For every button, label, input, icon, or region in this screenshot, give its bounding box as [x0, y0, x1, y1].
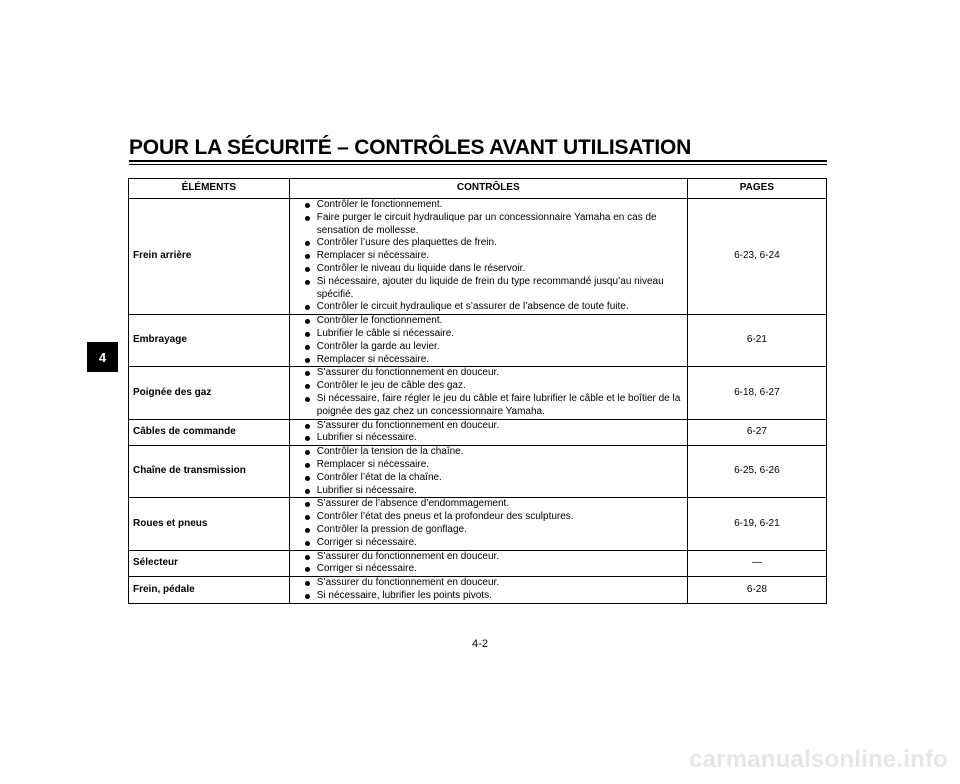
- table-row: [129, 199, 827, 315]
- check-item: Corriger si nécessaire.: [300, 563, 683, 576]
- check-list: [300, 315, 683, 366]
- page-reference: 6-21: [687, 315, 826, 367]
- check-item: Contrôler l’état des pneus et la profondeur des sculptures.: [300, 511, 683, 524]
- check-item: Si nécessaire, ajouter du liquide de frein du type recommandé jusqu’au niveau spécifié.: [300, 276, 683, 302]
- header-checks: CONTRÔLES: [289, 179, 687, 199]
- element-name: Chaîne de transmission: [129, 446, 290, 498]
- check-item: Corriger si nécessaire.: [300, 537, 683, 550]
- table-row: [129, 367, 827, 419]
- page-reference: 6-25, 6-26: [687, 446, 826, 498]
- page-number: 4-2: [472, 638, 488, 650]
- check-item: Contrôler la pression de gonflage.: [300, 524, 683, 537]
- check-item: Contrôler la garde au levier.: [300, 341, 683, 354]
- check-item: Faire purger le circuit hydraulique par un concessionnaire Yamaha en cas de sensation de mollesse.: [300, 212, 683, 238]
- element-name: Embrayage: [129, 315, 290, 367]
- check-list: [300, 551, 683, 577]
- check-item: Contrôler le fonctionnement.: [300, 315, 683, 328]
- table-row: [129, 315, 827, 367]
- check-item: Lubrifier si nécessaire.: [300, 485, 683, 498]
- check-item: Si nécessaire, faire régler le jeu du câble et faire lubrifier le câble et le boîtier de la poignée des gaz chez un concessionnaire Yamaha.: [300, 393, 683, 419]
- inspection-table: [128, 178, 827, 604]
- check-item: Remplacer si nécessaire.: [300, 250, 683, 263]
- page-reference: 6-18, 6-27: [687, 367, 826, 419]
- check-item: Contrôler l’usure des plaquettes de frein.: [300, 237, 683, 250]
- check-item: S’assurer du fonctionnement en douceur.: [300, 577, 683, 590]
- check-item: S’assurer du fonctionnement en douceur.: [300, 367, 683, 380]
- check-item: Remplacer si nécessaire.: [300, 459, 683, 472]
- element-name: Sélecteur: [129, 550, 290, 577]
- check-list-cell: [289, 498, 687, 550]
- element-name: Frein, pédale: [129, 577, 290, 604]
- check-item: S’assurer du fonctionnement en douceur.: [300, 420, 683, 433]
- check-list-cell: [289, 446, 687, 498]
- check-list-cell: [289, 550, 687, 577]
- check-list-cell: [289, 315, 687, 367]
- header-elements: ÉLÉMENTS: [129, 179, 290, 199]
- table-row: [129, 446, 827, 498]
- page-reference: 6-19, 6-21: [687, 498, 826, 550]
- title-rule-thin: [129, 164, 827, 165]
- check-item: Si nécessaire, lubrifier les points pivots.: [300, 590, 683, 603]
- check-list: [300, 367, 683, 418]
- header-pages: PAGES: [687, 179, 826, 199]
- page-reference: 6-23, 6-24: [687, 199, 826, 315]
- element-name: Frein arrière: [129, 199, 290, 315]
- check-item: Lubrifier le câble si nécessaire.: [300, 328, 683, 341]
- check-item: S’assurer de l’absence d’endommagement.: [300, 498, 683, 511]
- check-item: Contrôler le fonctionnement.: [300, 199, 683, 212]
- table-row: [129, 498, 827, 550]
- element-name: Poignée des gaz: [129, 367, 290, 419]
- check-item: Remplacer si nécessaire.: [300, 354, 683, 367]
- table-row: [129, 550, 827, 577]
- table-row: [129, 419, 827, 446]
- table-row: [129, 577, 827, 604]
- page-reference: 6-27: [687, 419, 826, 446]
- check-list-cell: [289, 199, 687, 315]
- check-list-cell: [289, 577, 687, 604]
- check-item: Contrôler le jeu de câble des gaz.: [300, 380, 683, 393]
- check-list: [300, 199, 683, 314]
- check-list: [300, 446, 683, 497]
- element-name: Câbles de commande: [129, 419, 290, 446]
- check-item: Lubrifier si nécessaire.: [300, 432, 683, 445]
- check-item: Contrôler l’état de la chaîne.: [300, 472, 683, 485]
- title-rule-thick: [129, 160, 827, 162]
- check-list: [300, 498, 683, 549]
- check-item: Contrôler la tension de la chaîne.: [300, 446, 683, 459]
- table-header-row: [129, 179, 827, 199]
- check-list: [300, 577, 683, 603]
- page-reference: 6-28: [687, 577, 826, 604]
- page-title: POUR LA SÉCURITÉ – CONTRÔLES AVANT UTILISATION: [129, 136, 692, 159]
- check-item: Contrôler le circuit hydraulique et s’assurer de l’absence de toute fuite.: [300, 301, 683, 314]
- watermark: carmanualsonline.info: [689, 746, 948, 773]
- check-item: Contrôler le niveau du liquide dans le réservoir.: [300, 263, 683, 276]
- page-reference: —: [687, 550, 826, 577]
- element-name: Roues et pneus: [129, 498, 290, 550]
- check-list-cell: [289, 367, 687, 419]
- check-list-cell: [289, 419, 687, 446]
- check-list: [300, 420, 683, 446]
- check-item: S’assurer du fonctionnement en douceur.: [300, 551, 683, 564]
- chapter-tab: 4: [87, 342, 118, 372]
